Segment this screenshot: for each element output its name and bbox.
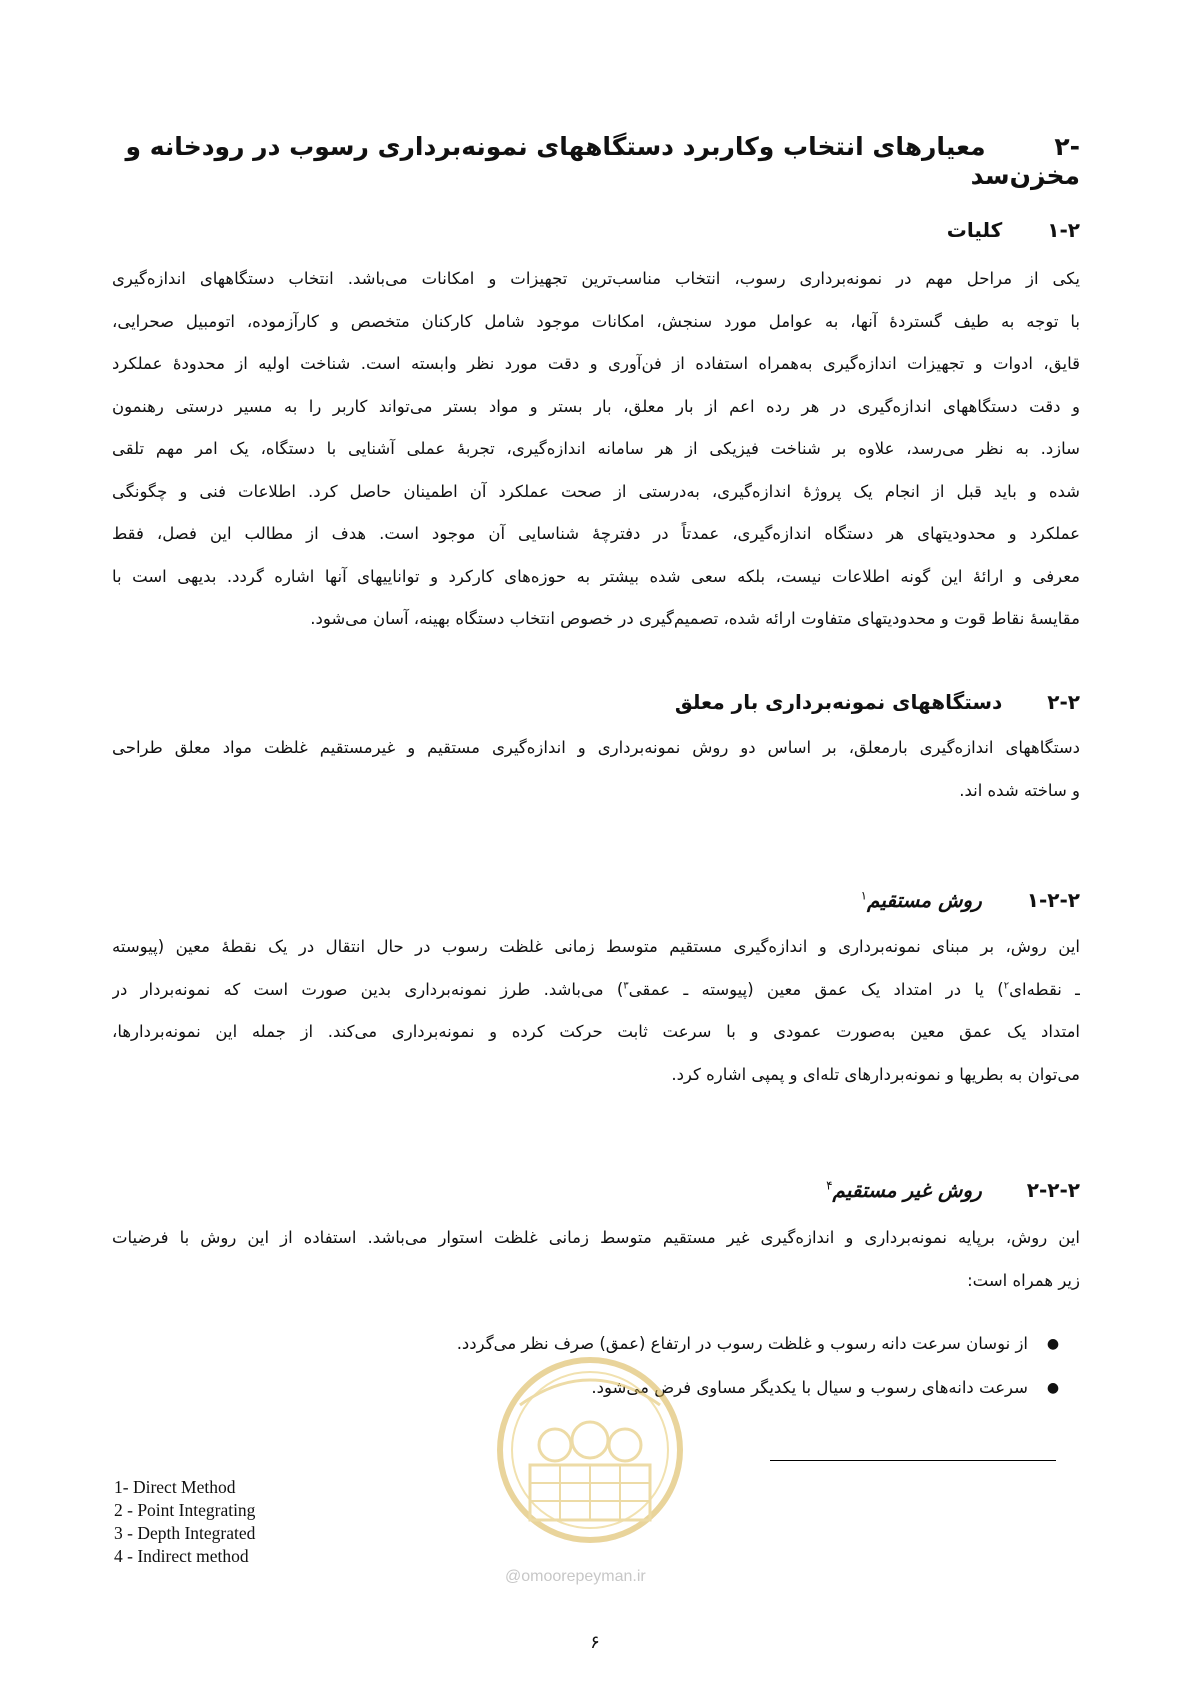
footnotes — [114, 1476, 255, 1568]
section-title: دستگاههای نمونه‌برداری بار معلق — [674, 690, 1003, 714]
text-line: عملکرد و محدودیتهای هر دستگاه اندازه‌گیری، عمدتاً در دفترچهٔ شناسایی آن موجود است. هدف از مطالب این فصل، فقط — [112, 524, 1080, 543]
section-heading-direct-method — [112, 888, 1080, 912]
text-line: سازد. به نظر می‌رسد، علاوه بر شناخت فیزیکی از هر سامانه اندازه‌گیری، تجربهٔ عملی آشنایی با دستگاه، یک امر مهم تلقی — [112, 439, 1080, 458]
text-line: مقایسهٔ نقاط قوت و محدودیتهای متفاوت ارائه شده، تصمیم‌گیری در خصوص انتخاب دستگاه بهینه، آسان می‌شود. — [310, 609, 1080, 628]
text-line: امتداد یک عمق معین به‌صورت عمودی و با سرعت ثابت حرکت کرده و نمونه‌برداری می‌کند. از جمله این نمونه‌بردارها، — [112, 1022, 1080, 1041]
section-number: ۲-۲ — [1047, 690, 1080, 714]
section-number: ۱-۲-۲ — [1026, 888, 1080, 912]
bullet-icon: ● — [1046, 1336, 1060, 1352]
text-line: شده و باید قبل از انجام یک پروژهٔ اندازه‌گیری، به‌درستی از صحت عملکرد آن اطمینان حاصل کرد. اطلاعات فنی و چگونگی — [112, 481, 1080, 501]
text-line: دستگاههای اندازه‌گیری بارمعلق، بر اساس دو روش نمونه‌برداری و اندازه‌گیری مستقیم و غیرمستقیم غلظت مواد معلق طراحی — [112, 738, 1080, 757]
list-item — [344, 1322, 1064, 1366]
text-line: این روش، برپایه نمونه‌برداری و اندازه‌گیری غیر مستقیم متوسط زمانی غلظت استوار می‌باشد. استفاده از این روش با فرضیات — [112, 1228, 1080, 1247]
text-fragment: ـ نقطه‌ای — [1009, 979, 1080, 999]
section-title: روش غیر مستقیم — [832, 1178, 982, 1202]
text-line: قایق، ادوات و تجهیزات اندازه‌گیری به‌همراه استفاده از فن‌آوری و دقت مورد نظر وابسته است. شناخت اولیه از محدودهٔ عملکرد — [112, 354, 1080, 373]
text-line: این روش، بر مبنای نمونه‌برداری و اندازه‌گیری مستقیم متوسط زمانی غلظت رسوب در حال انتقال در یک نقطهٔ معین (پیوسته — [112, 937, 1080, 956]
paragraph-suspended-load — [112, 727, 1080, 812]
footnote-item: 1- Direct Method — [114, 1477, 236, 1497]
footnote-item: 4 - Indirect method — [114, 1546, 249, 1566]
section-number: ۲-۲-۲ — [1026, 1178, 1080, 1202]
section-number: ۱-۲ — [1047, 218, 1080, 242]
paragraph-indirect-method — [112, 1217, 1080, 1302]
footnote-ref: ۲ — [1003, 980, 1010, 991]
paragraph-direct-method — [112, 926, 1080, 1096]
list-item-text: از نوسان سرعت دانه رسوب و غلظت رسوب در ارتفاع (عمق) صرف نظر می‌گردد. — [456, 1334, 1028, 1353]
text-line: یکی از مراحل مهم در نمونه‌برداری رسوب، انتخاب مناسب‌ترین تجهیزات و امکانات می‌باشد. انتخاب دستگاههای اندازه‌گیری — [112, 269, 1080, 288]
section-heading-indirect-method — [112, 1178, 1080, 1202]
chapter-number: -۲ — [1054, 132, 1080, 161]
text-line: و ساخته شده اند. — [959, 780, 1080, 800]
section-title: کلیات — [946, 218, 1003, 242]
list-item — [344, 1366, 1064, 1410]
section-heading-general — [112, 218, 1080, 242]
footnote-item: 3 - Depth Integrated — [114, 1523, 256, 1543]
text-fragment: ) می‌باشد. طرز نمونه‌برداری بدین صورت است که نمونه‌بردار در — [112, 979, 624, 999]
page-number: ۶ — [590, 1632, 600, 1653]
section-title: روش مستقیم — [867, 888, 982, 912]
footnote-ref: ۳ — [623, 980, 629, 991]
paragraph-general — [112, 258, 1080, 641]
list-item-text: سرعت دانه‌های رسوب و سیال با یکدیگر مساوی فرض می‌شود. — [591, 1378, 1028, 1397]
footnote-item: 2 - Point Integrating — [114, 1500, 256, 1520]
footnote-divider — [770, 1460, 1056, 1461]
text-line: می‌توان به بطریها و نمونه‌بردارهای تله‌ای و پمپی اشاره کرد. — [671, 1064, 1080, 1084]
chapter-title-text: معیارهای انتخاب وکاربرد دستگاههای نمونه‌برداری رسوب در رودخانه و مخزن‌سد — [125, 132, 1080, 190]
footnote-ref: ۴ — [826, 1178, 833, 1193]
text-line: معرفی و ارائهٔ این گونه اطلاعات نیست، بلکه سعی شده بیشتر به حوزه‌های کارکرد و تواناییهای آنها اشاره گردد. بدیهی است با — [112, 566, 1080, 586]
watermark-site: @omoorepeyman.ir — [505, 1568, 646, 1585]
footnote-ref: ۱ — [860, 888, 868, 903]
text-fragment: ) یا در امتداد یک عمق معین (پیوسته ـ عمقی — [628, 979, 1004, 999]
text-line — [112, 969, 1080, 1012]
assumption-list — [344, 1322, 1064, 1410]
bullet-icon: ● — [1046, 1380, 1060, 1396]
watermark-logo — [490, 1345, 690, 1575]
text-line: و دقت دستگاههای اندازه‌گیری در هر رده اعم از بار معلق، بار بستر و مواد بستر می‌تواند کاربر را به مسیر درستی رهنمون — [112, 396, 1080, 416]
text-line: با توجه به طیف گستردهٔ آنها، به عوامل مورد سنجش، امکانات موجود شامل کارکنان متخصص و کارآزموده، اتومبیل صحرایی، — [112, 311, 1080, 331]
chapter-title — [112, 132, 1080, 190]
text-line: زیر همراه است: — [967, 1270, 1080, 1290]
section-heading-suspended-load — [112, 690, 1080, 714]
